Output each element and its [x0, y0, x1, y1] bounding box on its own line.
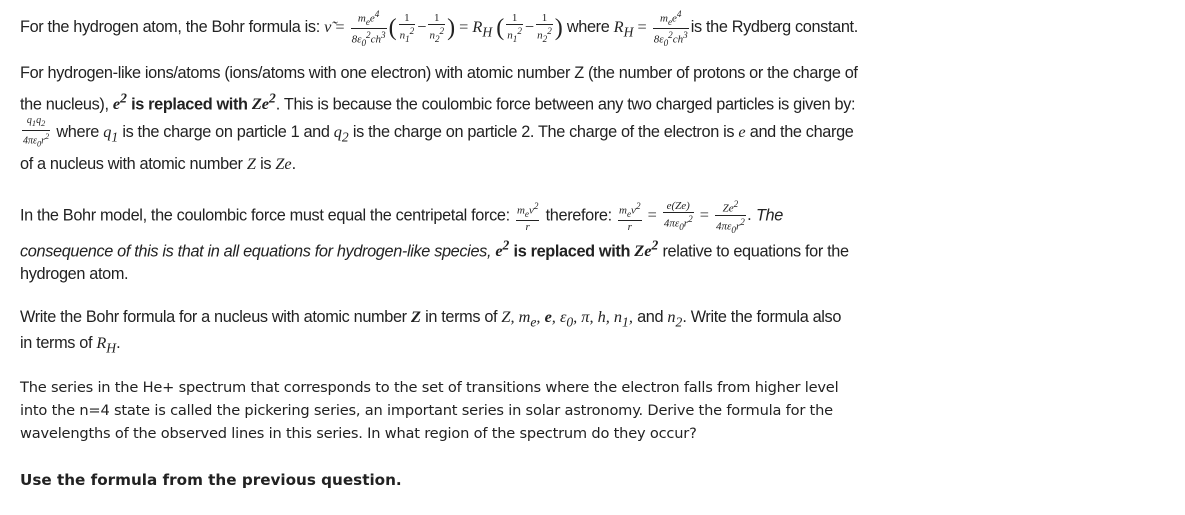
text: and: [637, 308, 664, 326]
bohr-formula-line: [20, 8, 858, 49]
text: into the n=4 state is called the pickering series, an important series in solar astronomy. Derive the formula for the: [20, 402, 833, 419]
text: therefore:: [545, 206, 612, 225]
p2-line2: the nucleus), $e^2$ is replaced with Ze$^2$. This is because the coulombic force between any two charged particles is given by:: [20, 91, 856, 114]
p3-line1: In the Bohr model, the coulombic force must equal the centripetal force: $\frac{m_ev^2}{r}$ therefore: $\frac{m_ev^2}{r}$ = $\frac{e(Ze)}{4\pi\varepsilon_0r^2}$ = $\frac{Ze^2}{4\pi\varepsilon_0r^2}$ . The: [20, 199, 783, 235]
text: In the Bohr model, the coulombic force must equal the centripetal force:: [20, 206, 510, 225]
text: in terms of: [425, 308, 498, 326]
p4-line2: in terms of $R_H$.: [20, 333, 121, 356]
text: in terms of: [20, 334, 93, 352]
p2-line3: $\frac{q_1q_2}{4\pi\varepsilon_0r^2}$ where $q_1$ is the charge on particle 1 and $q_2$ is the charge on particle 2. The charge of the electron is e and the charge: [23, 115, 854, 149]
text: . This is because the coulombic force between any two charged particles is given by:: [275, 95, 856, 114]
q3-instruction: [20, 471, 402, 489]
p3-line2: consequence of this is that in all equations for hydrogen-like species, $e^2$ is replaced with Ze$^2$ relative to equations for the: [20, 238, 849, 261]
text: . Write the formula also: [682, 308, 842, 326]
p2-line4: of a nucleus with atomic number Z is Ze.: [20, 154, 296, 173]
text: where: [566, 18, 610, 37]
formula-bohr: ν̃ = $\frac{m_ee^4}{8\varepsilon_0^2ch^3}$ ( $\frac{1}{n_1^2}$ − $\frac{1}{n_2^2}$ ) = $R_H$ ( $\frac{1}{n_1^2}$ − $\frac{1}{n_2^2}$ ): [324, 9, 563, 48]
text: is replaced with: [513, 242, 631, 261]
text: Use the formula from the previous question.: [20, 471, 402, 489]
text: is replaced with: [131, 95, 248, 114]
text: For the hydrogen atom, the Bohr formula is:: [20, 18, 320, 37]
text: is the Rydberg constant.: [690, 18, 858, 37]
formula-coulomb: $\frac{q_1q_2}{4\pi\varepsilon_0r^2}$: [23, 115, 50, 149]
text: The series in the He+ spectrum that corresponds to the set of transitions where the electron falls from higher level: [20, 379, 839, 396]
text: is the charge on particle 1 and: [122, 122, 330, 141]
p2-line1: [20, 64, 858, 83]
formula-force-balance: $\frac{m_ev^2}{r}$ = $\frac{e(Ze)}{4\pi\varepsilon_0r^2}$ = $\frac{Ze^2}{4\pi\varepsilon_0r^2}$ .: [619, 199, 756, 235]
text: and the charge: [749, 122, 854, 141]
text: wavelengths of the observed lines in this series. In what region of the spectrum do they occur?: [20, 425, 697, 442]
text: the nucleus),: [20, 95, 109, 114]
text: consequence of this is that in all equations for hydrogen-like species,: [20, 242, 492, 261]
q2-line3: [20, 425, 697, 442]
text: of a nucleus with atomic number: [20, 155, 243, 173]
p3-line3: [20, 265, 128, 284]
text: Write the Bohr formula for a nucleus with atomic number: [20, 308, 407, 326]
text: For hydrogen-like ions/atoms (ions/atoms with one electron) with atomic number Z (the number of protons or the charge of: [20, 64, 858, 82]
q2-line2: [20, 402, 833, 419]
text: where: [56, 122, 99, 141]
text: is: [260, 155, 272, 173]
text: relative to equations for the: [662, 242, 849, 261]
text: is the charge on particle 2. The charge of the electron is: [352, 122, 735, 141]
p4-line1: Write the Bohr formula for a nucleus with atomic number Z in terms of Z, $m_e$, e, $\varepsilon_0$, π, h, $n_1$, and $n_2$. Write the formula also: [20, 307, 842, 330]
formula-rydberg: $R_H$ = $\frac{m_ee^4}{8\varepsilon_0^2ch^3}$: [613, 9, 688, 48]
q2-line1: [20, 379, 838, 396]
text: hydrogen atom.: [20, 265, 129, 283]
text: The: [755, 206, 783, 225]
